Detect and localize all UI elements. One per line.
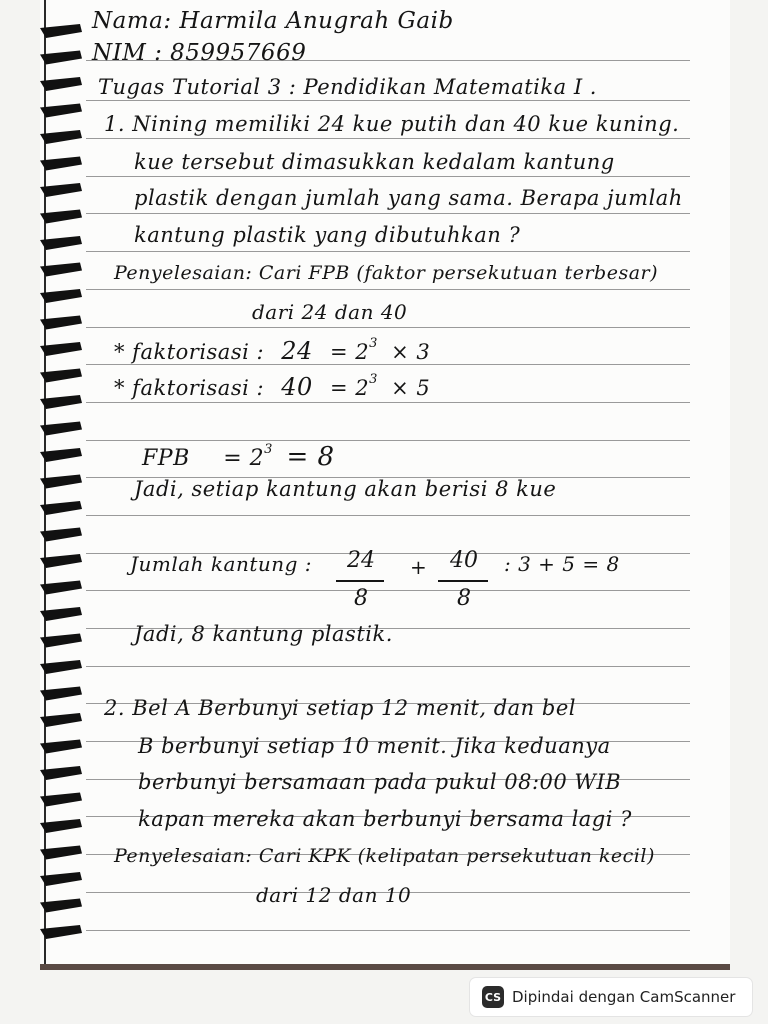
spiral-ring — [40, 51, 82, 65]
ruled-line — [86, 100, 690, 101]
factor-equals: = 2 — [330, 376, 370, 400]
spiral-ring — [40, 130, 82, 144]
ruled-line — [86, 176, 690, 177]
assignment-title: Tugas Tutorial 3 : Pendidikan Matematika I . — [98, 75, 597, 99]
camscanner-label: Dipindai dengan CamScanner — [512, 988, 736, 1006]
fraction-1-bar — [336, 580, 384, 582]
ruled-line — [86, 327, 690, 328]
spiral-ring — [40, 263, 82, 277]
problem-1-line-3: plastik dengan jumlah yang sama. Berapa jumlah — [134, 186, 683, 210]
conclusion-1a: Jadi, setiap kantung akan berisi 8 kue — [134, 477, 557, 501]
spiral-ring — [40, 581, 82, 595]
solution-2-intro-2: dari 12 dan 10 — [256, 883, 412, 907]
spiral-ring — [40, 183, 82, 197]
spiral-ring — [40, 528, 82, 542]
student-nim: NIM : 859957669 — [92, 40, 307, 66]
notebook-bottom-edge — [40, 964, 730, 970]
student-name: Nama: Harmila Anugrah Gaib — [92, 8, 454, 34]
spiral-ring — [40, 24, 82, 38]
spiral-ring — [40, 210, 82, 224]
spiral-ring — [40, 793, 82, 807]
spiral-ring — [40, 925, 82, 939]
factor-number: 40 — [281, 373, 313, 401]
spiral-binding — [0, 0, 90, 968]
spiral-ring — [40, 475, 82, 489]
fraction-1-denominator: 8 — [354, 586, 368, 611]
spiral-ring — [40, 819, 82, 833]
factorization-2 — [114, 372, 430, 401]
fpb-value: = 8 — [286, 442, 335, 472]
problem-2-line-3: berbunyi bersamaan pada pukul 08:00 WIB — [138, 770, 622, 794]
fpb-exponent: 3 — [264, 442, 273, 457]
spiral-ring — [40, 342, 82, 356]
factorization-1 — [114, 336, 430, 365]
solution-2-intro: Penyelesaian: Cari KPK (kelipatan persekutuan kecil) — [114, 845, 655, 867]
spiral-ring — [40, 660, 82, 674]
ruled-line — [86, 138, 690, 139]
spiral-ring — [40, 766, 82, 780]
fraction-2-numerator: 40 — [450, 548, 478, 573]
factor-number: 24 — [281, 337, 313, 365]
fpb-result — [142, 442, 335, 472]
spiral-ring — [40, 872, 82, 886]
factorization-label: * faktorisasi : — [114, 376, 265, 400]
problem-1-line-2: kue tersebut dimasukkan kedalam kantung — [134, 150, 615, 174]
fraction-1-numerator: 24 — [347, 548, 375, 573]
sum-result: : 3 + 5 = 8 — [504, 552, 620, 576]
fpb-equals: = 2 — [223, 446, 265, 471]
spiral-ring — [40, 289, 82, 303]
factor-exponent: 3 — [369, 336, 378, 351]
spiral-ring — [40, 77, 82, 91]
factor-equals: = 2 — [330, 340, 370, 364]
spiral-ring — [40, 740, 82, 754]
spiral-ring — [40, 395, 82, 409]
spiral-ring — [40, 846, 82, 860]
ruled-line — [86, 289, 690, 290]
spiral-ring — [40, 713, 82, 727]
plus-sign: + — [410, 555, 428, 579]
ruled-line — [86, 213, 690, 214]
ruled-line — [86, 590, 690, 591]
spiral-ring — [40, 607, 82, 621]
factor-rest: × 3 — [391, 340, 431, 364]
spiral-ring — [40, 687, 82, 701]
ruled-line — [86, 440, 690, 441]
problem-2-line-2: B berbunyi setiap 10 menit. Jika keduanya — [138, 734, 611, 758]
spiral-ring — [40, 899, 82, 913]
factor-rest: × 5 — [391, 376, 431, 400]
sum-label: Jumlah kantung : — [130, 552, 313, 576]
solution-1-intro: Penyelesaian: Cari FPB (faktor persekutuan terbesar) — [114, 262, 659, 284]
fpb-label: FPB — [142, 446, 190, 471]
conclusion-1b: Jadi, 8 kantung plastik. — [134, 622, 393, 646]
factorization-label: * faktorisasi : — [114, 340, 265, 364]
ruled-line — [86, 666, 690, 667]
spiral-ring — [40, 554, 82, 568]
factor-exponent: 3 — [369, 372, 378, 387]
ruled-line — [86, 515, 690, 516]
ruled-line — [86, 402, 690, 403]
camscanner-watermark — [470, 978, 752, 1016]
fraction-2-bar — [438, 580, 488, 582]
problem-1-line-4: kantung plastik yang dibutuhkan ? — [134, 223, 521, 247]
problem-1-line-1: 1. Nining memiliki 24 kue putih dan 40 kue kuning. — [104, 112, 680, 136]
problem-2-line-4: kapan mereka akan berbunyi bersama lagi ? — [138, 807, 632, 831]
camscanner-icon: CS — [482, 986, 504, 1008]
spiral-ring — [40, 501, 82, 515]
spiral-ring — [40, 236, 82, 250]
spiral-ring — [40, 634, 82, 648]
spiral-ring — [40, 104, 82, 118]
problem-2-line-1: 2. Bel A Berbunyi setiap 12 menit, dan bel — [104, 696, 576, 720]
solution-1-intro-2: dari 24 dan 40 — [252, 300, 408, 324]
ruled-line — [86, 930, 690, 931]
spiral-ring — [40, 316, 82, 330]
spiral-ring — [40, 157, 82, 171]
ruled-line — [86, 251, 690, 252]
spiral-ring — [40, 369, 82, 383]
spiral-ring — [40, 448, 82, 462]
fraction-2-denominator: 8 — [457, 586, 471, 611]
spiral-ring — [40, 422, 82, 436]
